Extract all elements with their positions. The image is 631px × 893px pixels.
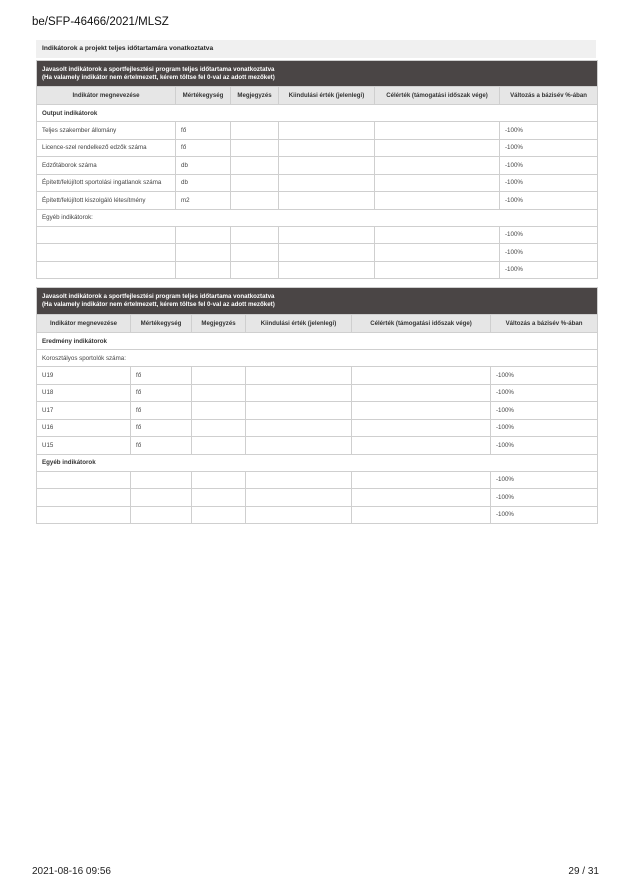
unit-cell: db (176, 174, 231, 192)
col-header-unit: Mértékegység (176, 87, 231, 105)
table-row (37, 157, 598, 175)
base-value-field[interactable] (279, 157, 375, 175)
table-row (37, 506, 598, 524)
change-cell: -100% (500, 174, 598, 192)
note-cell[interactable] (192, 471, 246, 489)
base-value-field[interactable] (246, 471, 352, 489)
note-cell[interactable] (192, 367, 246, 385)
note-cell[interactable] (231, 139, 279, 157)
table-row (37, 122, 598, 140)
col-header-note: Megjegyzés (192, 315, 246, 333)
indicator-rows (37, 122, 598, 210)
output-indicators-table (36, 60, 598, 279)
name-cell: U16 (37, 419, 131, 437)
target-value-field[interactable] (352, 437, 491, 455)
name-cell: U15 (37, 437, 131, 455)
target-value-field[interactable] (352, 384, 491, 402)
note-cell[interactable] (231, 226, 279, 244)
table-row (37, 244, 598, 262)
name-cell (37, 261, 176, 279)
unit-cell: fő (131, 384, 192, 402)
target-value-field[interactable] (375, 157, 500, 175)
indicator-rows (37, 367, 598, 455)
note-cell[interactable] (231, 261, 279, 279)
col-header-target: Célérték (támogatási időszak vége) (375, 87, 500, 105)
note-cell[interactable] (231, 174, 279, 192)
unit-cell: m2 (176, 192, 231, 210)
table-title (37, 61, 598, 87)
unit-cell (131, 489, 192, 507)
table-row (37, 174, 598, 192)
note-cell[interactable] (192, 489, 246, 507)
col-header-name: Indikátor megnevezése (37, 315, 131, 333)
target-value-field[interactable] (375, 261, 500, 279)
table-row (37, 226, 598, 244)
target-value-field[interactable] (375, 122, 500, 140)
unit-cell (131, 471, 192, 489)
other-indicators-row (37, 209, 598, 226)
note-cell[interactable] (192, 506, 246, 524)
footer-page-number: 29 / 31 (568, 866, 599, 877)
change-cell: -100% (491, 437, 598, 455)
change-cell: -100% (491, 419, 598, 437)
base-value-field[interactable] (279, 174, 375, 192)
table-title-line1: Javasolt indikátorok a sportfejlesztési program teljes időtartama vonatkoztatva (42, 293, 275, 300)
col-header-name: Indikátor megnevezése (37, 87, 176, 105)
note-cell[interactable] (192, 437, 246, 455)
change-cell: -100% (500, 226, 598, 244)
base-value-field[interactable] (279, 122, 375, 140)
note-cell[interactable] (231, 244, 279, 262)
target-value-field[interactable] (375, 244, 500, 262)
column-headers (37, 87, 598, 105)
group-row (37, 105, 598, 122)
note-cell[interactable] (192, 402, 246, 420)
unit-cell (176, 226, 231, 244)
table-row (37, 261, 598, 279)
note-cell[interactable] (192, 419, 246, 437)
other-indicator-rows (37, 471, 598, 524)
base-value-field[interactable] (279, 261, 375, 279)
base-value-field[interactable] (279, 192, 375, 210)
unit-cell (176, 244, 231, 262)
section-title: Indikátorok a projekt teljes időtartamára vonatkoztatva (36, 40, 596, 58)
group-row (37, 333, 598, 350)
change-cell: -100% (500, 157, 598, 175)
unit-cell: fő (176, 139, 231, 157)
base-value-field[interactable] (279, 226, 375, 244)
base-value-field[interactable] (246, 489, 352, 507)
name-cell: U19 (37, 367, 131, 385)
name-cell: Épített/felújított kiszolgáló létesítmény (37, 192, 176, 210)
group-label: Eredmény indikátorok (37, 333, 598, 350)
unit-cell: fő (131, 437, 192, 455)
unit-cell: fő (176, 122, 231, 140)
unit-cell (131, 506, 192, 524)
subgroup-row (37, 350, 598, 367)
column-headers (37, 315, 598, 333)
target-value-field[interactable] (375, 226, 500, 244)
name-cell (37, 244, 176, 262)
change-cell: -100% (500, 139, 598, 157)
unit-cell: fő (131, 367, 192, 385)
target-value-field[interactable] (375, 174, 500, 192)
change-cell: -100% (500, 261, 598, 279)
table-row (37, 367, 598, 385)
name-cell (37, 471, 131, 489)
result-indicators-table (36, 287, 598, 524)
name-cell (37, 506, 131, 524)
col-header-base: Kiindulási érték (jelenlegi) (279, 87, 375, 105)
col-header-target: Célérték (támogatási időszak vége) (352, 315, 491, 333)
name-cell: Licence-szel rendelkező edzők száma (37, 139, 176, 157)
base-value-field[interactable] (246, 402, 352, 420)
table-row (37, 402, 598, 420)
other-indicators-row (37, 454, 598, 471)
table-title-line1: Javasolt indikátorok a sportfejlesztési program teljes időtartama vonatkoztatva (42, 65, 275, 73)
base-value-field[interactable] (279, 244, 375, 262)
col-header-change: Változás a bázisév %-ában (491, 315, 598, 333)
col-header-unit: Mértékegység (131, 315, 192, 333)
table-row (37, 419, 598, 437)
name-cell: U17 (37, 402, 131, 420)
change-cell: -100% (491, 384, 598, 402)
target-value-field[interactable] (352, 506, 491, 524)
col-header-base: Kiindulási érték (jelenlegi) (246, 315, 352, 333)
base-value-field[interactable] (246, 419, 352, 437)
subgroup-label: Korosztályos sportolók száma: (37, 350, 598, 367)
other-label: Egyéb indikátorok: (37, 209, 598, 226)
col-header-note: Megjegyzés (231, 87, 279, 105)
table-row (37, 471, 598, 489)
footer-timestamp: 2021-08-16 09:56 (32, 866, 111, 877)
note-cell[interactable] (192, 384, 246, 402)
target-value-field[interactable] (352, 471, 491, 489)
base-value-field[interactable] (246, 437, 352, 455)
table-row (37, 437, 598, 455)
base-value-field[interactable] (279, 139, 375, 157)
document-id: be/SFP-46466/2021/MLSZ (32, 16, 169, 28)
note-cell[interactable] (231, 122, 279, 140)
change-cell: -100% (491, 471, 598, 489)
table-row (37, 139, 598, 157)
change-cell: -100% (500, 122, 598, 140)
name-cell: Edzőtáborok száma (37, 157, 176, 175)
table-row (37, 192, 598, 210)
target-value-field[interactable] (352, 367, 491, 385)
base-value-field[interactable] (246, 506, 352, 524)
target-value-field[interactable] (352, 402, 491, 420)
change-cell: -100% (491, 402, 598, 420)
change-cell: -100% (500, 192, 598, 210)
unit-cell (176, 261, 231, 279)
change-cell: -100% (491, 489, 598, 507)
group-label: Output indikátorok (37, 105, 598, 122)
change-cell: -100% (491, 506, 598, 524)
table-title-line2: (Ha valamely indikátor nem értelmezett, kérem töltse fel 0-val az adott mezőket) (42, 73, 275, 81)
target-value-field[interactable] (375, 139, 500, 157)
table-title (37, 288, 598, 315)
other-indicator-rows (37, 226, 598, 279)
change-cell: -100% (491, 367, 598, 385)
col-header-change: Változás a bázisév %-ában (500, 87, 598, 105)
other-label: Egyéb indikátorok (37, 454, 598, 471)
name-cell: Teljes szakember állomány (37, 122, 176, 140)
base-value-field[interactable] (246, 384, 352, 402)
unit-cell: fő (131, 419, 192, 437)
table-row (37, 384, 598, 402)
table-row (37, 489, 598, 507)
unit-cell: db (176, 157, 231, 175)
target-value-field[interactable] (352, 489, 491, 507)
unit-cell: fő (131, 402, 192, 420)
target-value-field[interactable] (352, 419, 491, 437)
table-title-line2: (Ha valamely indikátor nem értelmezett, kérem töltse fel 0-val az adott mezőket) (42, 301, 275, 308)
name-cell (37, 226, 176, 244)
target-value-field[interactable] (375, 192, 500, 210)
base-value-field[interactable] (246, 367, 352, 385)
note-cell[interactable] (231, 192, 279, 210)
name-cell: Épített/felújított sportolási ingatlanok száma (37, 174, 176, 192)
change-cell: -100% (500, 244, 598, 262)
name-cell (37, 489, 131, 507)
name-cell: U18 (37, 384, 131, 402)
note-cell[interactable] (231, 157, 279, 175)
